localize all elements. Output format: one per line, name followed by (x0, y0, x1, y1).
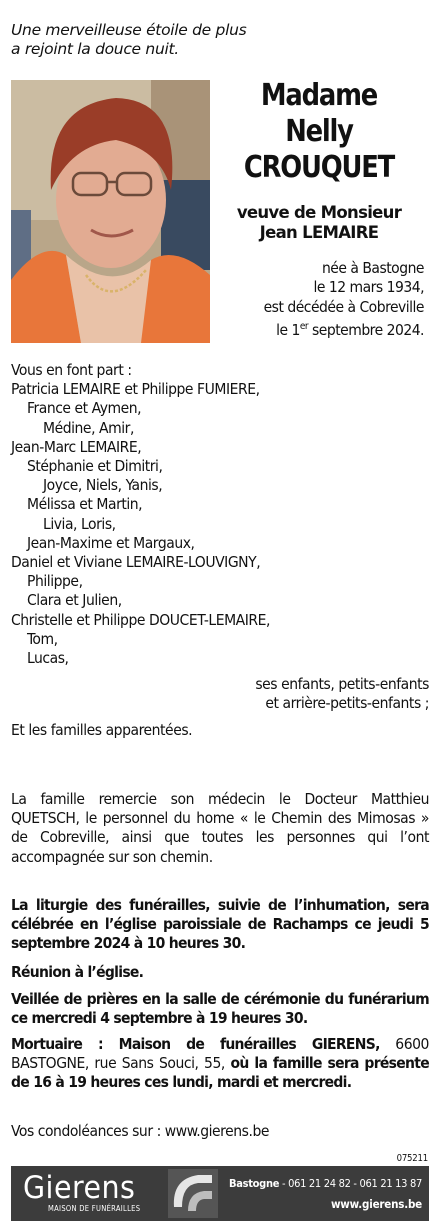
family-closing: ses enfants, petits-enfants (255, 675, 429, 694)
thanks-paragraph: La famille remercie son médecin le Docteur Matthieu QUETSCH, le personnel du home « le Chemin des Mimosas » de Cobreville, ainsi que toutes les personnes qui l’ont accompagnée sur son chemin. (11, 790, 429, 866)
intro-line: a rejoint la douce nuit. (11, 40, 179, 58)
name-line: Madame (260, 78, 378, 113)
liturgy-paragraph: La liturgie des funérailles, suivie de l’inhumation, sera célébrée en l’église paroissiale de Rachamps ce jeudi 5 septembre 2024 à 10 heures 30. (11, 896, 429, 953)
spouse-info (214, 203, 424, 243)
funeral-home-banner (11, 1166, 429, 1221)
intro-verse (11, 21, 246, 59)
website-link[interactable]: www.gierens.be (330, 1197, 422, 1211)
mortuary-paragraph (11, 1035, 429, 1093)
meeting-line: Réunion à l’église. (11, 963, 144, 981)
family-member: Daniel et Viviane LEMAIRE-LOUVIGNY, (11, 553, 261, 572)
spouse-line: Jean LEMAIRE (259, 223, 379, 242)
name-line: Nelly (285, 114, 353, 149)
birth-date: le 12 mars 1934, (313, 278, 424, 297)
death-date-pre: le 1 (276, 321, 300, 340)
family-member: Jean-Maxime et Margaux, (27, 533, 195, 552)
family-member: Lucas, (27, 649, 69, 668)
family-member: Médine, Amir, (43, 418, 134, 437)
contact-phones: - 061 21 24 82 - 061 21 13 87 (279, 1177, 422, 1190)
death-place: est décédée à Cobreville (263, 297, 424, 316)
family-member: Philippe, (27, 572, 83, 591)
mortuary-address: 6600 BASTOGNE, rue Sans Souci, 55, (11, 1035, 429, 1073)
family-member: Livia, Loris, (43, 514, 116, 533)
death-date-post: septembre 2024. (308, 321, 424, 340)
death-date (214, 317, 424, 340)
family-member: Stéphanie et Dimitri, (27, 457, 163, 476)
family-member: Patricia LEMAIRE et Philippe FUMIERE, (11, 380, 260, 399)
mortuary-presence: où la famille sera présente de 16 à 19 heures ces lundi, mardi et mercredi. (11, 1054, 429, 1092)
birth-place: née à Bastogne (321, 259, 424, 277)
condolences-line: Vos condoléances sur : www.gierens.be (11, 1122, 269, 1140)
spouse-line: veuve de Monsieur (236, 203, 402, 222)
name-line: CROUQUET (243, 150, 395, 185)
family-member: Joyce, Niels, Yanis, (43, 476, 163, 495)
family-closing: et arrière-petits-enfants ; (265, 694, 429, 713)
portrait-photo (11, 80, 210, 343)
mortuary-label: Mortuaire : Maison de funérailles GIERENS, (11, 1035, 380, 1053)
family-list (11, 361, 429, 740)
family-member: Tom, (27, 629, 58, 648)
intro-line: Une merveilleuse étoile de plus (11, 21, 247, 39)
emblem-icon (168, 1169, 218, 1218)
family-member: Mélissa et Martin, (27, 495, 143, 514)
family-member: Christelle et Philippe DOUCET-LEMAIRE, (11, 610, 271, 629)
relatives-line: Et les familles apparentées. (11, 720, 193, 739)
reference-number: 075211 (396, 1153, 428, 1164)
death-date-sup: er (299, 320, 309, 332)
contact-info (229, 1177, 422, 1191)
birth-death-info (214, 259, 424, 340)
vigil-paragraph: Veillée de prières en la salle de cérémonie du funérarium ce mercredi 4 septembre à 19 heures 30. (11, 990, 429, 1028)
family-member: France et Aymen, (27, 399, 142, 418)
contact-city: Bastogne (229, 1177, 280, 1190)
family-intro: Vous en font part : (11, 361, 132, 379)
funeral-home-logo: Gierens (23, 1170, 136, 1206)
family-member: Jean-Marc LEMAIRE, (11, 437, 142, 456)
funeral-home-subtitle: MAISON DE FUNÉRAILLES (48, 1204, 141, 1213)
deceased-header (214, 78, 424, 340)
deceased-name (229, 78, 410, 186)
family-member: Clara et Julien, (27, 591, 122, 610)
